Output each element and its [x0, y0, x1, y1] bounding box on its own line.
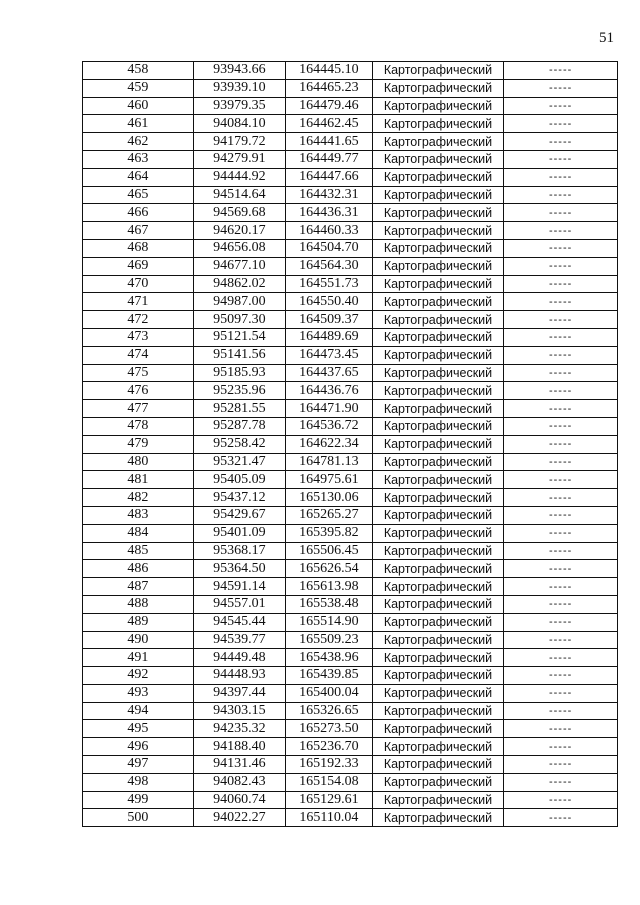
table-row: [83, 649, 618, 667]
y-coordinate-cell: 165538.48: [286, 595, 373, 613]
table-row: [83, 702, 618, 720]
table-row: [83, 186, 618, 204]
y-coordinate-cell: 164509.37: [286, 311, 373, 329]
coordinates-table: [82, 61, 618, 827]
accuracy-cell: -----: [504, 275, 618, 293]
y-coordinate-cell: 165130.06: [286, 489, 373, 507]
y-coordinate-cell: 164449.77: [286, 150, 373, 168]
method-cell: Картографический: [372, 97, 504, 115]
point-number-cell: 470: [83, 275, 194, 293]
method-cell: Картографический: [372, 560, 504, 578]
table-row: [83, 97, 618, 115]
point-number-cell: 465: [83, 186, 194, 204]
table-row: [83, 756, 618, 774]
x-coordinate-cell: 94677.10: [193, 257, 285, 275]
y-coordinate-cell: 164436.76: [286, 382, 373, 400]
y-coordinate-cell: 164432.31: [286, 186, 373, 204]
point-number-cell: 496: [83, 738, 194, 756]
table-row: [83, 631, 618, 649]
x-coordinate-cell: 94303.15: [193, 702, 285, 720]
table-row: [83, 453, 618, 471]
table-row: [83, 435, 618, 453]
point-number-cell: 474: [83, 346, 194, 364]
point-number-cell: 498: [83, 773, 194, 791]
x-coordinate-cell: 95368.17: [193, 542, 285, 560]
y-coordinate-cell: 165395.82: [286, 524, 373, 542]
y-coordinate-cell: 164445.10: [286, 62, 373, 80]
point-number-cell: 463: [83, 150, 194, 168]
point-number-cell: 469: [83, 257, 194, 275]
x-coordinate-cell: 94539.77: [193, 631, 285, 649]
x-coordinate-cell: 94022.27: [193, 809, 285, 827]
x-coordinate-cell: 94545.44: [193, 613, 285, 631]
accuracy-cell: -----: [504, 97, 618, 115]
table-row: [83, 328, 618, 346]
y-coordinate-cell: 165236.70: [286, 738, 373, 756]
accuracy-cell: -----: [504, 364, 618, 382]
y-coordinate-cell: 165154.08: [286, 773, 373, 791]
x-coordinate-cell: 94987.00: [193, 293, 285, 311]
x-coordinate-cell: 94448.93: [193, 667, 285, 685]
method-cell: Картографический: [372, 524, 504, 542]
point-number-cell: 459: [83, 79, 194, 97]
x-coordinate-cell: 94656.08: [193, 239, 285, 257]
accuracy-cell: -----: [504, 613, 618, 631]
accuracy-cell: -----: [504, 738, 618, 756]
page-number: 51: [599, 30, 614, 46]
method-cell: Картографический: [372, 595, 504, 613]
method-cell: Картографический: [372, 204, 504, 222]
accuracy-cell: -----: [504, 667, 618, 685]
y-coordinate-cell: 164504.70: [286, 239, 373, 257]
table-row: [83, 471, 618, 489]
y-coordinate-cell: 164462.45: [286, 115, 373, 133]
point-number-cell: 467: [83, 222, 194, 240]
accuracy-cell: -----: [504, 79, 618, 97]
x-coordinate-cell: 94084.10: [193, 115, 285, 133]
point-number-cell: 475: [83, 364, 194, 382]
table-row: [83, 257, 618, 275]
accuracy-cell: -----: [504, 115, 618, 133]
accuracy-cell: -----: [504, 400, 618, 418]
accuracy-cell: -----: [504, 239, 618, 257]
table-row: [83, 222, 618, 240]
method-cell: Картографический: [372, 631, 504, 649]
point-number-cell: 491: [83, 649, 194, 667]
point-number-cell: 480: [83, 453, 194, 471]
point-number-cell: 468: [83, 239, 194, 257]
accuracy-cell: -----: [504, 773, 618, 791]
y-coordinate-cell: 165509.23: [286, 631, 373, 649]
x-coordinate-cell: 94569.68: [193, 204, 285, 222]
x-coordinate-cell: 93943.66: [193, 62, 285, 80]
accuracy-cell: -----: [504, 489, 618, 507]
y-coordinate-cell: 165438.96: [286, 649, 373, 667]
point-number-cell: 477: [83, 400, 194, 418]
method-cell: Картографический: [372, 738, 504, 756]
table-row: [83, 595, 618, 613]
table-row: [83, 613, 618, 631]
y-coordinate-cell: 164437.65: [286, 364, 373, 382]
y-coordinate-cell: 165514.90: [286, 613, 373, 631]
x-coordinate-cell: 94514.64: [193, 186, 285, 204]
table-row: [83, 115, 618, 133]
point-number-cell: 458: [83, 62, 194, 80]
method-cell: Картографический: [372, 364, 504, 382]
point-number-cell: 482: [83, 489, 194, 507]
method-cell: Картографический: [372, 257, 504, 275]
y-coordinate-cell: 164447.66: [286, 168, 373, 186]
method-cell: Картографический: [372, 613, 504, 631]
y-coordinate-cell: 165439.85: [286, 667, 373, 685]
y-coordinate-cell: 164473.45: [286, 346, 373, 364]
point-number-cell: 471: [83, 293, 194, 311]
x-coordinate-cell: 95097.30: [193, 311, 285, 329]
table-row: [83, 684, 618, 702]
y-coordinate-cell: 164551.73: [286, 275, 373, 293]
point-number-cell: 489: [83, 613, 194, 631]
x-coordinate-cell: 93979.35: [193, 97, 285, 115]
method-cell: Картографический: [372, 453, 504, 471]
table-row: [83, 489, 618, 507]
table-row: [83, 364, 618, 382]
method-cell: Картографический: [372, 542, 504, 560]
y-coordinate-cell: 164436.31: [286, 204, 373, 222]
point-number-cell: 486: [83, 560, 194, 578]
y-coordinate-cell: 165110.04: [286, 809, 373, 827]
point-number-cell: 493: [83, 684, 194, 702]
x-coordinate-cell: 95287.78: [193, 417, 285, 435]
method-cell: Картографический: [372, 720, 504, 738]
method-cell: Картографический: [372, 382, 504, 400]
table-row: [83, 667, 618, 685]
point-number-cell: 476: [83, 382, 194, 400]
y-coordinate-cell: 165265.27: [286, 506, 373, 524]
table-row: [83, 506, 618, 524]
accuracy-cell: -----: [504, 328, 618, 346]
table-row: [83, 346, 618, 364]
x-coordinate-cell: 94082.43: [193, 773, 285, 791]
table-row: [83, 168, 618, 186]
x-coordinate-cell: 95281.55: [193, 400, 285, 418]
method-cell: Картографический: [372, 186, 504, 204]
point-number-cell: 461: [83, 115, 194, 133]
table-row: [83, 773, 618, 791]
y-coordinate-cell: 164975.61: [286, 471, 373, 489]
point-number-cell: 472: [83, 311, 194, 329]
method-cell: Картографический: [372, 115, 504, 133]
method-cell: Картографический: [372, 684, 504, 702]
point-number-cell: 484: [83, 524, 194, 542]
method-cell: Картографический: [372, 489, 504, 507]
table-row: [83, 150, 618, 168]
method-cell: Картографический: [372, 293, 504, 311]
y-coordinate-cell: 165273.50: [286, 720, 373, 738]
x-coordinate-cell: 94862.02: [193, 275, 285, 293]
method-cell: Картографический: [372, 649, 504, 667]
method-cell: Картографический: [372, 239, 504, 257]
accuracy-cell: -----: [504, 684, 618, 702]
x-coordinate-cell: 95401.09: [193, 524, 285, 542]
table-row: [83, 239, 618, 257]
table-body: [83, 62, 618, 827]
accuracy-cell: -----: [504, 524, 618, 542]
accuracy-cell: -----: [504, 578, 618, 596]
accuracy-cell: -----: [504, 168, 618, 186]
table-row: [83, 417, 618, 435]
point-number-cell: 478: [83, 417, 194, 435]
accuracy-cell: -----: [504, 756, 618, 774]
point-number-cell: 488: [83, 595, 194, 613]
accuracy-cell: -----: [504, 62, 618, 80]
accuracy-cell: -----: [504, 186, 618, 204]
point-number-cell: 497: [83, 756, 194, 774]
x-coordinate-cell: 95429.67: [193, 506, 285, 524]
table-row: [83, 738, 618, 756]
table-row: [83, 275, 618, 293]
method-cell: Картографический: [372, 578, 504, 596]
method-cell: Картографический: [372, 400, 504, 418]
point-number-cell: 483: [83, 506, 194, 524]
method-cell: Картографический: [372, 168, 504, 186]
x-coordinate-cell: 95121.54: [193, 328, 285, 346]
accuracy-cell: -----: [504, 471, 618, 489]
point-number-cell: 500: [83, 809, 194, 827]
method-cell: Картографический: [372, 756, 504, 774]
table-row: [83, 293, 618, 311]
accuracy-cell: -----: [504, 150, 618, 168]
method-cell: Картографический: [372, 417, 504, 435]
table-row: [83, 133, 618, 151]
x-coordinate-cell: 93939.10: [193, 79, 285, 97]
point-number-cell: 487: [83, 578, 194, 596]
table-row: [83, 400, 618, 418]
method-cell: Картографический: [372, 311, 504, 329]
table-row: [83, 578, 618, 596]
x-coordinate-cell: 95437.12: [193, 489, 285, 507]
point-number-cell: 464: [83, 168, 194, 186]
x-coordinate-cell: 95258.42: [193, 435, 285, 453]
y-coordinate-cell: 165626.54: [286, 560, 373, 578]
x-coordinate-cell: 94060.74: [193, 791, 285, 809]
point-number-cell: 485: [83, 542, 194, 560]
x-coordinate-cell: 94444.92: [193, 168, 285, 186]
point-number-cell: 466: [83, 204, 194, 222]
point-number-cell: 473: [83, 328, 194, 346]
y-coordinate-cell: 165400.04: [286, 684, 373, 702]
point-number-cell: 490: [83, 631, 194, 649]
method-cell: Картографический: [372, 791, 504, 809]
method-cell: Картографический: [372, 506, 504, 524]
method-cell: Картографический: [372, 79, 504, 97]
x-coordinate-cell: 95405.09: [193, 471, 285, 489]
point-number-cell: 499: [83, 791, 194, 809]
table-row: [83, 524, 618, 542]
point-number-cell: 460: [83, 97, 194, 115]
point-number-cell: 481: [83, 471, 194, 489]
point-number-cell: 495: [83, 720, 194, 738]
accuracy-cell: -----: [504, 222, 618, 240]
accuracy-cell: -----: [504, 133, 618, 151]
y-coordinate-cell: 165506.45: [286, 542, 373, 560]
point-number-cell: 479: [83, 435, 194, 453]
x-coordinate-cell: 95321.47: [193, 453, 285, 471]
table-row: [83, 204, 618, 222]
accuracy-cell: -----: [504, 382, 618, 400]
x-coordinate-cell: 94235.32: [193, 720, 285, 738]
accuracy-cell: -----: [504, 809, 618, 827]
y-coordinate-cell: 164536.72: [286, 417, 373, 435]
y-coordinate-cell: 164550.40: [286, 293, 373, 311]
accuracy-cell: -----: [504, 257, 618, 275]
accuracy-cell: -----: [504, 702, 618, 720]
x-coordinate-cell: 95364.50: [193, 560, 285, 578]
table-row: [83, 79, 618, 97]
y-coordinate-cell: 164781.13: [286, 453, 373, 471]
x-coordinate-cell: 94188.40: [193, 738, 285, 756]
y-coordinate-cell: 165192.33: [286, 756, 373, 774]
accuracy-cell: -----: [504, 204, 618, 222]
x-coordinate-cell: 94449.48: [193, 649, 285, 667]
table-row: [83, 809, 618, 827]
accuracy-cell: -----: [504, 791, 618, 809]
accuracy-cell: -----: [504, 542, 618, 560]
method-cell: Картографический: [372, 62, 504, 80]
method-cell: Картографический: [372, 702, 504, 720]
accuracy-cell: -----: [504, 293, 618, 311]
method-cell: Картографический: [372, 328, 504, 346]
point-number-cell: 494: [83, 702, 194, 720]
table-row: [83, 62, 618, 80]
method-cell: Картографический: [372, 346, 504, 364]
x-coordinate-cell: 94557.01: [193, 595, 285, 613]
method-cell: Картографический: [372, 471, 504, 489]
y-coordinate-cell: 165129.61: [286, 791, 373, 809]
table-row: [83, 791, 618, 809]
y-coordinate-cell: 165326.65: [286, 702, 373, 720]
accuracy-cell: -----: [504, 435, 618, 453]
x-coordinate-cell: 95185.93: [193, 364, 285, 382]
accuracy-cell: -----: [504, 453, 618, 471]
method-cell: Картографический: [372, 773, 504, 791]
y-coordinate-cell: 164460.33: [286, 222, 373, 240]
accuracy-cell: -----: [504, 720, 618, 738]
accuracy-cell: -----: [504, 595, 618, 613]
accuracy-cell: -----: [504, 631, 618, 649]
x-coordinate-cell: 95235.96: [193, 382, 285, 400]
table-row: [83, 560, 618, 578]
table-row: [83, 542, 618, 560]
y-coordinate-cell: 164622.34: [286, 435, 373, 453]
x-coordinate-cell: 94131.46: [193, 756, 285, 774]
y-coordinate-cell: 164479.46: [286, 97, 373, 115]
accuracy-cell: -----: [504, 311, 618, 329]
y-coordinate-cell: 164471.90: [286, 400, 373, 418]
y-coordinate-cell: 164465.23: [286, 79, 373, 97]
x-coordinate-cell: 94620.17: [193, 222, 285, 240]
table-row: [83, 311, 618, 329]
method-cell: Картографический: [372, 435, 504, 453]
y-coordinate-cell: 164441.65: [286, 133, 373, 151]
x-coordinate-cell: 94179.72: [193, 133, 285, 151]
method-cell: Картографический: [372, 667, 504, 685]
method-cell: Картографический: [372, 222, 504, 240]
x-coordinate-cell: 94279.91: [193, 150, 285, 168]
method-cell: Картографический: [372, 275, 504, 293]
accuracy-cell: -----: [504, 417, 618, 435]
x-coordinate-cell: 95141.56: [193, 346, 285, 364]
table-row: [83, 382, 618, 400]
table-row: [83, 720, 618, 738]
accuracy-cell: -----: [504, 649, 618, 667]
point-number-cell: 462: [83, 133, 194, 151]
x-coordinate-cell: 94397.44: [193, 684, 285, 702]
accuracy-cell: -----: [504, 506, 618, 524]
x-coordinate-cell: 94591.14: [193, 578, 285, 596]
y-coordinate-cell: 165613.98: [286, 578, 373, 596]
method-cell: Картографический: [372, 809, 504, 827]
method-cell: Картографический: [372, 150, 504, 168]
accuracy-cell: -----: [504, 560, 618, 578]
y-coordinate-cell: 164564.30: [286, 257, 373, 275]
method-cell: Картографический: [372, 133, 504, 151]
y-coordinate-cell: 164489.69: [286, 328, 373, 346]
point-number-cell: 492: [83, 667, 194, 685]
accuracy-cell: -----: [504, 346, 618, 364]
